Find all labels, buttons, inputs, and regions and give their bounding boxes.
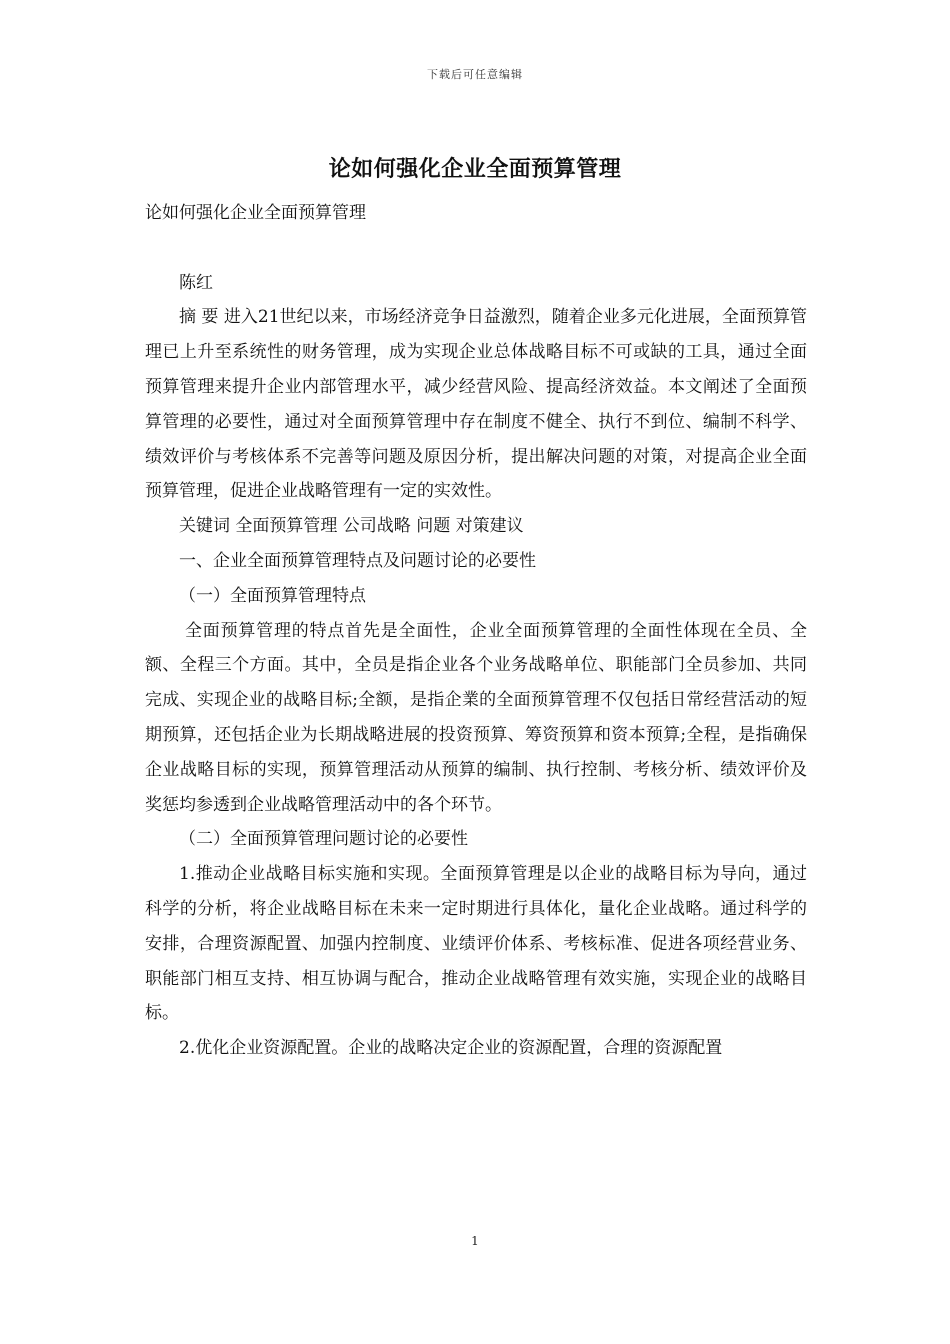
abstract-paragraph: 摘 要 进入21世纪以来，市场经济竞争日益激烈，随着企业多元化进展，全面预算管理已上升至系统性的财务管理，成为实现企业总体战略目标不可或缺的工具，通过全面预算管理来提升企业内部管理水平，减少经营风险、提高经济效益。本文阐述了全面预算管理的必要性，通过对全面预算管理中存在制度不健全、执行不到位、编制不科学、绩效评价与考核体系不完善等问题及原因分析，提出解决问题的对策，对提高企业全面预算管理，促进企业战略管理有一定的实效性。 (145, 307, 807, 502)
subsection-heading-1: （一）全面预算管理特点 (179, 585, 366, 606)
document-title: 论如何强化企业全面预算管理 (328, 156, 622, 182)
point-1-paragraph: 1.推动企业战略目标实施和实现。全面预算管理是以企业的战略目标为导向，通过科学的分析，将企业战略目标在未来一定时期进行具体化，量化企业战略。通过科学的安排，合理资源配置、加强内控制度、业绩评价体系、考核标准、促进各项经营业务、职能部门相互支持、相互协调与配合，推动企业战略管理有效实施，实现企业的战略目标。 (145, 864, 807, 1024)
page-number: 1 (471, 1234, 479, 1248)
subsection-heading-2: （二）全面预算管理问题讨论的必要性 (179, 829, 468, 850)
keywords-line: 关键词 全面预算管理 公司战略 问题 对策建议 (179, 516, 524, 537)
subsection-1-paragraph: 全面预算管理的特点首先是全面性，企业全面预算管理的全面性体现在全员、全额、全程三个方面。其中，全员是指企业各个业务战略单位、职能部门全员参加、共同完成、实现企业的战略目标;全额，是指企業的全面预算管理不仅包括日常经营活动的短期预算，还包括企业为长期战略进展的投资预算、筹资预算和资本预算;全程，是指确保企业战略目标的实现，预算管理活动从预算的编制、执行控制、考核分析、绩效评价及奖惩均参透到企业战略管理活动中的各个环节。 (145, 620, 807, 815)
point-2-paragraph: 2.优化企业资源配置。企业的战略决定企业的资源配置，合理的资源配置 (179, 1038, 723, 1059)
document-body (145, 196, 807, 1066)
author-name: 陈红 (179, 272, 213, 293)
section-heading-1: 一、企业全面预算管理特点及问题讨论的必要性 (179, 550, 536, 571)
document-subtitle: 论如何强化企业全面预算管理 (145, 203, 366, 223)
blank-line (145, 231, 807, 266)
header-note: 下载后可任意编辑 (427, 68, 523, 81)
